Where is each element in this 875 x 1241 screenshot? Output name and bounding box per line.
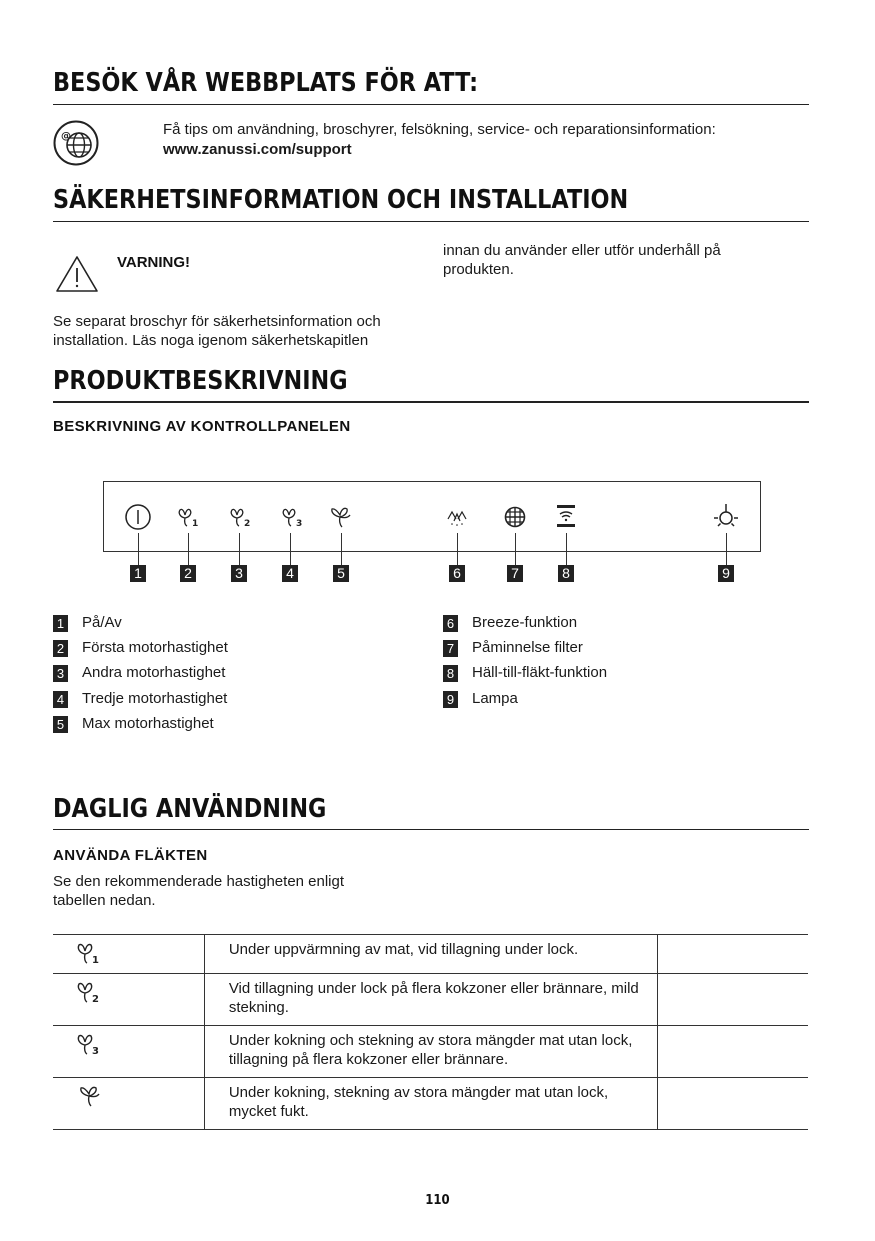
fan-speed-1-icon [75, 942, 101, 966]
table-cell-icon [53, 1026, 204, 1078]
table-row [53, 974, 808, 1026]
breeze-icon[interactable] [444, 505, 470, 527]
visit-text: Få tips om användning, broschyrer, felsökning, service- och reparationsinformation: [163, 121, 716, 138]
callout-number: 9 [718, 565, 734, 582]
callout-number: 1 [130, 565, 146, 582]
warning-label: VARNING! [117, 254, 191, 271]
web-globe-icon [53, 120, 99, 166]
support-link[interactable]: www.zanussi.com/support [163, 141, 352, 158]
fan-speed-3-icon[interactable] [280, 507, 304, 529]
divider [53, 401, 809, 403]
callout-number: 6 [449, 565, 465, 582]
subheading-control-panel: BESKRIVNING AV KONTROLLPANELEN [53, 418, 351, 435]
legend-number: 7 [443, 640, 458, 657]
svg-text:3: 3 [296, 519, 303, 529]
svg-text:2: 2 [244, 519, 251, 529]
callout-number: 4 [282, 565, 298, 582]
fan-speed-1-icon[interactable] [176, 507, 200, 529]
table-row [53, 935, 808, 974]
legend-label: Breeze-funktion [472, 614, 578, 631]
warning-triangle-icon [55, 255, 99, 293]
legend-number: 5 [53, 716, 68, 733]
legend-number: 3 [53, 665, 68, 682]
leader-line [188, 533, 189, 565]
legend-label: Max motorhastighet [82, 715, 214, 732]
callout-number: 8 [558, 565, 574, 582]
legend-number: 9 [443, 691, 458, 708]
page-number: 110 [425, 1193, 450, 1208]
legend-label: Andra motorhastighet [82, 664, 226, 681]
callout-number: 2 [180, 565, 196, 582]
safety-text-left: Se separat broschyr för säkerhetsinformation och installation. Läs noga igenom säkerhetskapitlen [53, 313, 381, 349]
svg-text:2: 2 [92, 994, 99, 1005]
divider [53, 221, 809, 222]
legend-number: 6 [443, 615, 458, 632]
fan-speed-2-icon [75, 981, 101, 1005]
daily-intro: Se den rekommenderade hastigheten enligt tabellen nedan. [53, 873, 345, 909]
legend-number: 1 [53, 615, 68, 632]
table-cell-text: Under kokning och stekning av stora mängder mat utan lock, tillagning på flera kokzoner eller brännare. [204, 1026, 657, 1078]
divider [53, 829, 809, 830]
legend-label: Påminnelse filter [472, 639, 583, 656]
heading-product: PRODUKTBESKRIVNING [53, 366, 348, 396]
leader-line [457, 533, 458, 565]
heading-safety: SÄKERHETSINFORMATION OCH INSTALLATION [53, 185, 629, 215]
fan-max-icon [77, 1084, 103, 1108]
svg-text:@: @ [61, 131, 71, 142]
callout-number: 5 [333, 565, 349, 582]
leader-line [726, 533, 727, 565]
table-cell-text: Under kokning, stekning av stora mängder mat utan lock, mycket fukt. [204, 1078, 657, 1130]
leader-line [566, 533, 567, 565]
divider [53, 104, 809, 105]
leader-line [138, 533, 139, 565]
control-panel-frame [103, 481, 761, 552]
callout-number: 3 [231, 565, 247, 582]
callout-number: 7 [507, 565, 523, 582]
legend-label: Häll-till-fläkt-funktion [472, 664, 608, 681]
lamp-icon[interactable] [711, 502, 741, 530]
fan-speed-3-icon [75, 1033, 101, 1057]
leader-line [239, 533, 240, 565]
table-cell-empty [658, 974, 808, 1026]
hob-to-hood-icon[interactable] [554, 503, 578, 529]
legend-number: 2 [53, 640, 68, 657]
svg-text:3: 3 [92, 1046, 99, 1057]
fan-speed-table [53, 934, 808, 1130]
table-cell-empty [658, 935, 808, 974]
table-row [53, 1078, 808, 1130]
legend-label: På/Av [82, 614, 122, 631]
subheading-using-fan: ANVÄNDA FLÄKTEN [53, 847, 208, 864]
table-cell-empty [658, 1026, 808, 1078]
fan-speed-2-icon[interactable] [228, 507, 252, 529]
leader-line [290, 533, 291, 565]
svg-text:1: 1 [192, 519, 199, 529]
svg-text:1: 1 [92, 955, 99, 966]
filter-reminder-icon[interactable] [503, 505, 527, 529]
leader-line [341, 533, 342, 565]
power-icon[interactable] [124, 503, 152, 531]
legend-number: 8 [443, 665, 458, 682]
safety-text-right: innan du använder eller utför underhåll på produkten. [443, 242, 721, 278]
table-cell-icon [53, 1078, 204, 1130]
legend-label: Lampa [472, 690, 518, 707]
table-cell-text: Vid tillagning under lock på flera kokzoner eller brännare, mild stekning. [204, 974, 657, 1026]
table-row [53, 1026, 808, 1078]
table-cell-text: Under uppvärmning av mat, vid tillagning under lock. [204, 935, 657, 974]
table-cell-icon [53, 935, 204, 974]
heading-daily-use: DAGLIG ANVÄNDNING [53, 794, 327, 824]
legend-label: Första motorhastighet [82, 639, 228, 656]
fan-max-icon[interactable] [328, 505, 354, 529]
legend-label: Tredje motorhastighet [82, 690, 228, 707]
leader-line [515, 533, 516, 565]
heading-visit-website: BESÖK VÅR WEBBPLATS FÖR ATT: [53, 68, 479, 98]
legend-number: 4 [53, 691, 68, 708]
table-cell-empty [658, 1078, 808, 1130]
table-cell-icon [53, 974, 204, 1026]
